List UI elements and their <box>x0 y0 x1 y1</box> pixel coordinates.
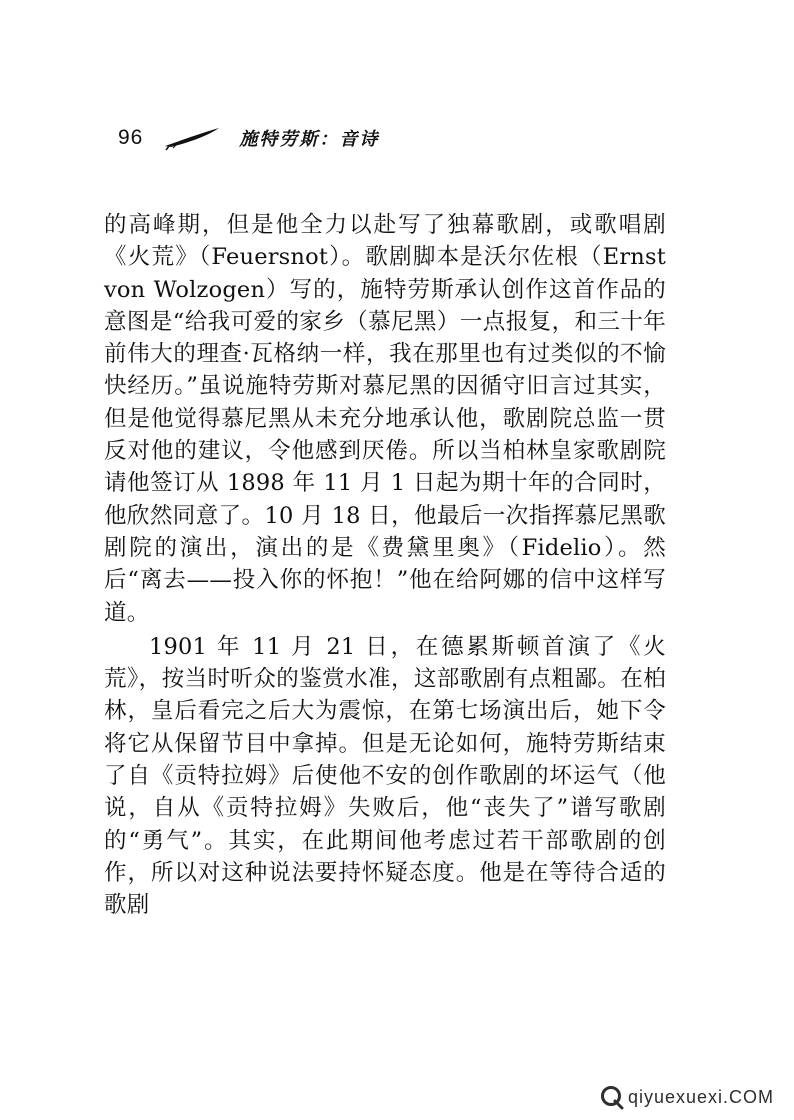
paragraph-1: 的高峰期，但是他全力以赴写了独幕歌剧，或歌唱剧《火荒》（Feuersnot）。歌剧脚本是沃尔佐根（Ernst von Wolzogen）写的，施特劳斯承认创作这首作品的意图是“给我可爱的家乡（慕尼黑）一点报复，和三十年前伟大的理查·瓦格纳一样，我在那里也有过类似的不愉快经历。”虽说施特劳斯对慕尼黑的因循守旧言过其实，但是他觉得慕尼黑从未充分地承认他，歌剧院总监一贯反对他的建议，令他感到厌倦。所以当柏林皇家歌剧院请他签订从 1898 年 11 月 1 日起为期十年的合同时，他欣然同意了。10 月 18 日，他最后一次指挥慕尼黑歌剧院的演出，演出的是《费黛里奥》（Fidelio）。然后“离去——投入你的怀抱！”他在给阿娜的信中这样写道。 <box>104 212 666 626</box>
q-logo-icon <box>599 1084 625 1110</box>
running-title: 施特劳斯：音诗 <box>239 129 380 150</box>
paragraph-2: 1901 年 11 月 21 日，在德累斯顿首演了《火荒》，按当时听众的鉴赏水准，这部歌剧有点粗鄙。在柏林，皇后看完之后大为震惊，在第七场演出后，她下令将它从保留节目中拿掉。但是无论如何，施特劳斯结束了自《贡特拉姆》后使他不安的创作歌剧的坏运气（他说，自从《贡特拉姆》失败后，他“丧失了”谱写歌剧的“勇气”。其实，在此期间他考虑过若干部歌剧的创作，所以对这种说法要持怀疑态度。他是在等待合适的歌剧 <box>104 633 666 919</box>
page-header <box>118 118 379 158</box>
body-text <box>104 209 666 922</box>
page-number: 96 <box>118 126 144 149</box>
site-watermark <box>599 1082 774 1112</box>
quill-pen-icon <box>163 125 223 151</box>
watermark-text: qiyuexuexi.COM <box>627 1086 774 1107</box>
